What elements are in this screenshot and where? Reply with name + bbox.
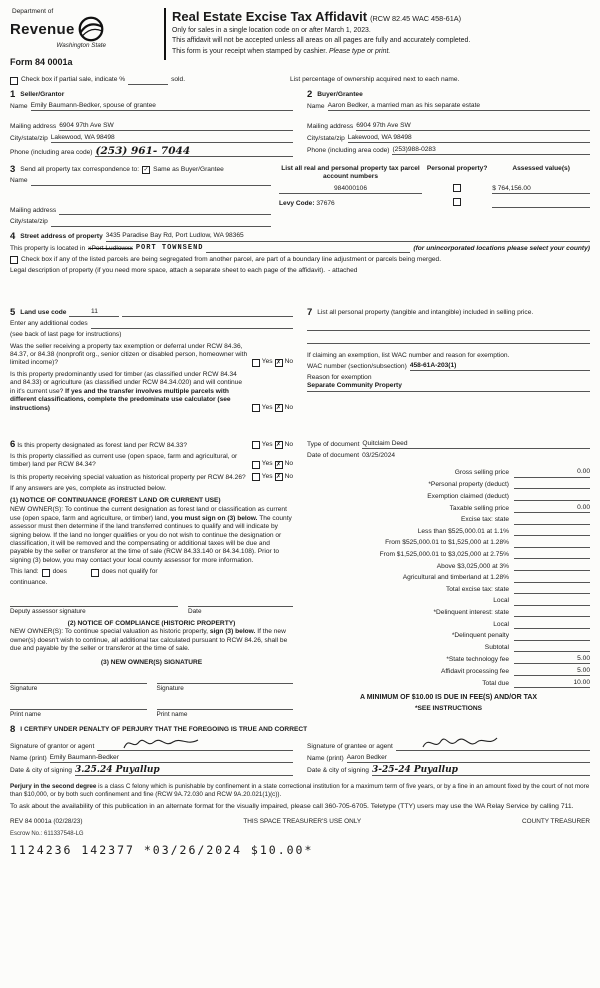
personal-property-checkbox-1[interactable] [453,184,461,192]
grantee-date-field[interactable]: 3-25-24 Puyallup [372,766,590,776]
exemption-claim-note: If claiming an exemption, list WAC number and reason for exemption. [307,351,510,359]
revenue-logo-icon [78,16,104,42]
type-of-document-label: Type of document [307,440,360,448]
section-6: 6 Is this property designated as forest land per RCW 84.33? Yes ✗ No Is this property classified as current use (open space, farm and agricultural, or timber) land per RCW 84.34? Yes ✗ No Is this property receiving special valuation as historical property per RCW 84.26? Yes ✗ No If any answers are yes, complete as instructed below. (1) NOTICE OF CONTINUANCE (FOREST LAND OR CURRENT USE) NEW OWNER(S): To continue the current designation as forest land or classification as current use (open space, farm and agriculture, or timber) land, you must sign on (3) below. The county assessor must then determine if the land transferred continues to qualify and will indicate by signing below. If the land no longer qualifies or you do not wish to continue the designation or classification, it will be removed and the compensating or additional taxes will be due and payable by the seller or transferor at the time of sale (RCW 84.33.140 or 84.34.108). Prior to signing (3) below, you may contact your local county assessor for more information. This land: does does not qualify for continuance. Deputy assessor signature Date (2) NOTICE OF COMPLIANCE (HISTORIC PROPERTY) NEW OWNER(S): To continue special valuation as historic property, sign (3) below. If the new owner(s) doesn't wish to continue, all additional tax calculated pursuant to RCW 84.26, shall be due and payable by the seller or transferor at the time of sale. (3) NEW OWNER(S) SIGNATURE Signature Signature Print name Print name [10,438,293,719]
land-use-code-label: Land use code [20,308,67,316]
tax-row-agricultural: Agricultural and timberland at 1.28% [307,574,590,583]
tier3-field[interactable] [514,550,590,559]
personal-property-line-2[interactable] [307,333,590,344]
tax-row-technology-fee: *State technology fee 5.00 [446,654,590,663]
exemption-no-label: No [284,358,293,366]
header-note-1: Only for sales in a single location code on or after March 1, 2023. [172,27,371,35]
seller-citystatezip-field[interactable]: Lakewood, WA 98498 [51,134,293,143]
tax-row-exemption-deduct: Exemption claimed (deduct) [307,492,590,501]
date-of-document-label: Date of document [307,451,360,459]
new-owner-signature-2-block [157,673,294,693]
this-land-label: This land: [10,568,39,576]
tax-row-personal-deduct: *Personal property (deduct) [307,480,590,489]
notice-compliance-body: NEW OWNER(S): To continue special valuation as historic property, sign (3) below. If the new owner(s) doesn't wish to continue, all additional tax calculated pursuant to RCW 84.26, shall be due and payable by the seller or transferor at the time of sale. [10,628,288,653]
grantee-signature-field[interactable] [396,737,590,751]
gross-selling-price-field[interactable]: 0.00 [514,468,590,477]
current-use-question: Is this property classified as current use (open space, farm and agricultural, or timber) land per RCW 84.34? [10,453,238,469]
form-title: Real Estate Excise Tax Affidavit [172,9,368,24]
forest-no-checkbox[interactable]: ✗ [276,441,282,448]
reason-for-exemption-field[interactable]: Separate Community Property [307,382,590,391]
grantee-printname-label: Name (print) [307,754,344,762]
parcel-number-field[interactable]: 984000106 [279,185,422,194]
grantee-signature-label: Signature of grantee or agent [307,742,393,750]
tax-row-processing-fee: Affidavit processing fee 5.00 [440,666,590,675]
buyer-name-label: Name [307,102,325,110]
deputy-date-block [188,596,293,616]
exemption-yes-label: Yes [261,358,273,366]
revenue-wordmark: Revenue [10,20,75,38]
grantor-signature-scribble [121,734,201,752]
section-8 [10,725,590,778]
tax-row-delinquent-penalty: *Delinquent penalty [307,632,590,641]
ownership-percentage-note: List percentage of ownership acquired next to each name. [290,76,460,84]
continuance-label: continuance. [10,579,48,587]
grantor-signature-field[interactable] [97,737,293,751]
agricultural-field[interactable] [514,574,590,583]
section-7-number: 7 [307,306,313,318]
tax-exemption-question: Was the seller receiving a property tax exemption or deferral under RCW 84.36, 84.37, or 84.38 (nonprofit org., senior citizen or disabled person, homeowner with limited income)? [10,342,248,367]
footer-row [10,818,590,826]
tax-row-tier1: Less than $525,000.01 at 1.1% [307,527,590,536]
form-title-rcw-ref: (RCW 82.45 WAC 458-61A) [370,14,462,23]
perjury-notice: Perjury in the second degree is a class C felony which is punishable by confinement in a state correctional institution for a maximum term of five years, or by a fine in an amount fixed by the court of not more than $10,000, or by both such confinement and fine (RCW 9A.72.030 and RCW 9A.20.021(1)(c)). [10,783,590,799]
same-as-buyer-label: Same as Buyer/Grantee [153,165,224,173]
seller-phone-label: Phone (including area code) [10,148,93,156]
certify-statement: I CERTIFY UNDER PENALTY OF PERJURY THAT THE FOREGOING IS TRUE AND CORRECT [20,726,308,734]
located-in-struck-value: xPort Ludlowxx [88,244,133,252]
tier1-field[interactable] [514,527,590,536]
seller-mailing-label: Mailing address [10,122,57,130]
partial-sale-checkbox[interactable] [10,77,18,85]
new-owner-signature-1-block [10,673,147,693]
new-owner-printname-1-label: Print name [10,711,41,719]
grantor-signature-label: Signature of grantor or agent [10,742,95,750]
section-7 [307,308,590,436]
new-owner-printname-2-block [157,699,294,719]
header-note-2: This affidavit will not be accepted unless all areas on all pages are fully and accurately completed. [172,37,471,45]
dept-of-text: Department of [12,8,54,15]
deputy-assessor-signature-field[interactable] [10,596,178,607]
alt-format-notice: To ask about the availability of this publication in an alternate format for the visually impaired, please call 360-705-6705. Teletype (TTY) users may use the WA Relay Service by calling 711. [10,803,574,811]
seller-citystatezip-label: City/state/zip [10,134,48,142]
form-number: Form 84 0001a [10,57,73,68]
reason-for-exemption-label: Reason for exemption [307,373,372,381]
form-header [10,8,590,69]
buyer-name-field[interactable]: Aaron Bedker, a married man as his separate estate [328,102,590,111]
forest-land-question: 6 Is this property designated as forest land per RCW 84.33? [10,438,187,450]
personal-property-deduct-field[interactable] [514,480,590,489]
located-in-field[interactable] [206,244,410,253]
correspondence-label: Send all property tax correspondence to: [20,165,140,173]
personal-property-checkbox-2[interactable] [453,198,461,206]
header-note-3: This form is your receipt when stamped by cashier. Please type or print. [172,47,391,55]
timber-question: Is this property predominantly used for timber (as classified under RCW 84.34 and 84.33) or agriculture (as classified under RCW 84.34.020) and will continue in it's current use? If yes and the transfer involves multiple parcels with different classifications, complete the predominate use calculator (see instructions) [10,370,243,412]
assessed-value-field[interactable]: $ 764,156.00 [492,185,590,194]
title-block [172,8,590,69]
rev-form-id: REV 84 0001a (02/28/23) [10,818,83,826]
local-tax-field[interactable] [514,597,590,606]
exemption-yes-checkbox[interactable] [252,359,260,367]
new-owner-signature-title: (3) NEW OWNER(S) SIGNATURE [100,658,203,666]
additional-codes-field[interactable] [91,320,293,329]
legal-description-space[interactable] [10,278,590,304]
parcel-numbers-header: List all real and personal property tax parcel account numbers [281,164,420,181]
does-not-qualify-checkbox[interactable] [91,569,99,577]
personal-property-list-label: List all personal property (tangible and intangible) included in selling price. [317,308,534,316]
correspondence-citystatezip-field[interactable] [51,218,271,227]
grantor-signing-block [10,737,293,778]
timber-no-label: No [284,403,293,411]
county-treasurer-label: COUNTY TREASURER [522,818,590,826]
grantee-date-label: Date & city of signing [307,767,369,775]
treasurer-space-label: THIS SPACE TREASURER'S USE ONLY [243,818,362,826]
exemption-claimed-field[interactable] [514,492,590,501]
tax-row-excise-state: Excise tax: state [307,516,590,525]
tax-row-tier2: From $525,000.01 to $1,525,000 at 1.28% [307,539,590,548]
new-owner-signature-1-field[interactable] [10,673,147,684]
street-address-field[interactable]: 3435 Paradise Bay Rd, Port Ludlow, WA 98365 [106,232,590,241]
partial-sale-label: Check box if partial sale, indicate % [21,76,126,84]
correspondence-mailing-field[interactable] [59,206,271,215]
tax-row-local: Local [307,597,590,606]
tax-row-taxable: Taxable selling price 0.00 [449,503,590,512]
section-8-number: 8 [10,724,16,736]
deputy-assessor-signature-label: Deputy assessor signature [10,607,86,615]
tax-row-total-excise-state: Total excise tax: state [307,585,590,594]
segregated-checkbox[interactable] [10,256,18,264]
grantor-printname-field[interactable]: Emily Baumann-Bedker [50,754,293,763]
buyer-citystatezip-label: City/state/zip [307,134,345,142]
agency-block [10,8,158,69]
current-use-no-checkbox[interactable]: ✗ [276,461,282,468]
grantor-date-field[interactable]: 3.25.24 Puyallup [75,766,293,776]
deputy-date-field[interactable] [188,596,293,607]
notice-continuance-title: (1) NOTICE OF CONTINUANCE (FOREST LAND OR CURRENT USE) [10,496,221,504]
section-2-buyer [307,90,590,158]
grantee-signature-scribble [419,734,499,752]
section-5 [10,308,293,436]
historic-no-checkbox[interactable]: ✗ [276,474,282,481]
tier2-field[interactable] [514,539,590,548]
historic-property-question: Is this property receiving special valuation as historical property per RCW 84.26? [10,473,246,481]
delinquent-interest-local-field[interactable] [514,620,590,629]
tax-row-total-due: Total due 10.00 [482,678,590,687]
section-3-number: 3 [10,163,16,175]
deputy-assessor-signature-block [10,596,178,616]
section-2-number: 2 [307,88,313,100]
wac-number-label: WAC number (section/subsection) [307,363,407,370]
tax-row-gross: Gross selling price 0.00 [454,468,590,477]
section-3 [10,165,590,230]
seller-mailing-field[interactable]: 6904 97th Ave SW [59,122,293,131]
seller-title: Seller/Grantor [20,90,65,98]
delinquent-interest-state-field[interactable] [514,608,590,617]
seller-name-label: Name [10,102,28,110]
segregated-text: Check box if any of the listed parcels are being segregated from another parcel, are part of a boundary line adjustment or parcels being merged. [21,255,442,263]
section-5-number: 5 [10,306,16,318]
legal-description-value[interactable]: - attached [328,266,358,274]
section-4-number: 4 [10,231,16,243]
historic-yes-checkbox[interactable] [252,473,260,481]
affidavit-processing-fee-field[interactable]: 5.00 [514,667,590,676]
assessed-value-header: Assessed value(s) [512,164,570,172]
header-divider [164,8,166,60]
total-due-field[interactable]: 10.00 [514,679,590,688]
buyer-mailing-label: Mailing address [307,122,354,130]
land-use-code-field[interactable]: 11 [69,308,119,317]
delinquent-penalty-field[interactable] [514,632,590,641]
minimum-due-note: A MINIMUM OF $10.00 IS DUE IN FEE(S) AND/OR TAX [359,694,538,702]
levy-code-label: Levy Code: [279,200,315,207]
tax-row-tier4: Above $3,025,000 at 3% [307,562,590,571]
personal-property-header: Personal property? [426,164,488,172]
timber-yes-checkbox[interactable] [252,404,260,412]
levy-code-value: 37676 [316,200,335,207]
same-as-buyer-checkbox[interactable]: ✓ [143,167,149,174]
additional-codes-label: Enter any additional codes [10,320,88,328]
grantor-date-label: Date & city of signing [10,767,72,775]
notice-compliance-title: (2) NOTICE OF COMPLIANCE (HISTORIC PROPERTY) [67,619,236,627]
section-1-seller [10,90,293,160]
escrow-number: Escrow No.: 611337548-LG [10,831,84,838]
seller-phone-field[interactable]: (253) 961- 7044 [95,146,293,158]
date-of-document-field[interactable]: 03/25/2024 [362,451,396,459]
state-technology-fee-field[interactable]: 5.00 [514,655,590,664]
partial-sale-sold-label: sold. [171,76,186,84]
wac-number-field[interactable]: 458-61A-203(1) [410,362,590,371]
excise-tax-state-field[interactable] [514,516,590,525]
personal-property-line-1[interactable] [307,320,590,331]
exemption-no-checkbox[interactable]: ✗ [276,359,282,366]
cashier-receipt-stamp: 1124236 142377 *03/26/2024 $10.00* [10,842,314,857]
correspondence-name-label: Name [10,177,28,185]
notice-continuance-body: NEW OWNER(S): To continue the current designation as forest land or classification as current use (open space, farm and agriculture, or timber) land, you must sign on (3) below. The county assessor must then determine if the land transferred continues to qualify and will indicate by signing below. If the land no longer qualifies or you do not wish to continue the designation or classification, it will be removed and the compensating or additional taxes will be due and payable by the seller or transferor at the time of sale (RCW 84.33.140 or 84.34.108). Prior to signing (3) below, you may contact your local county assessor for more information. [10,506,292,564]
see-instructions-note: *SEE INSTRUCTIONS [414,705,483,713]
does-qualify-checkbox[interactable] [42,569,50,577]
section-4 [10,232,590,303]
does-label: does [52,568,67,576]
forest-yes-checkbox[interactable] [252,441,260,449]
unincorporated-note: (for unincorporated locations please select your county) [413,244,590,252]
partial-sale-percent-field[interactable] [128,76,168,85]
assessed-value-field-2[interactable] [492,199,590,208]
grantor-printname-label: Name (print) [10,754,47,762]
tier4-field[interactable] [514,562,590,571]
new-owner-signature-2-label: Signature [156,685,184,692]
tax-row-delinquent-interest-local: Local [307,620,590,629]
new-owner-signature-1-label: Signature [10,685,38,692]
see-back-note: (see back of last page for instructions) [10,331,122,339]
buyer-phone-field[interactable]: (253)988-0283 [392,146,590,155]
deputy-date-label: Date [188,607,202,615]
buyer-title: Buyer/Grantee [317,90,363,98]
located-in-label: This property is located in [10,244,86,252]
new-owner-printname-2-field[interactable] [157,699,294,710]
located-in-value[interactable]: PORT TOWNSEND [135,244,204,253]
buyer-mailing-field[interactable]: 6904 97th Ave SW [356,122,590,131]
type-of-document-field[interactable]: Quitclaim Deed [362,440,590,449]
land-use-extra-line[interactable] [122,308,293,317]
correspondence-mailing-label: Mailing address [10,206,57,214]
correspondence-citystatezip-label: City/state/zip [10,218,48,226]
levy-code-row [279,200,422,208]
grantee-signing-block [307,737,590,778]
legal-description-label: Legal description of property (if you need more space, attach a separate sheet to each page of the affidavit). [10,266,326,274]
new-owner-printname-2-label: Print name [156,711,188,719]
if-yes-instruction: If any answers are yes, complete as instructed below. [10,485,167,493]
current-use-yes-checkbox[interactable] [252,461,260,469]
subtotal-field[interactable] [514,643,590,652]
tax-computation [307,440,590,714]
tax-row-delinquent-interest-state: *Delinquent interest: state [307,608,590,617]
new-owner-signature-2-field[interactable] [157,673,294,684]
new-owner-printname-1-field[interactable] [10,699,147,710]
grantee-printname-field[interactable]: Aaron Bedker [347,754,590,763]
tax-row-tier3: From $1,525,000.01 to $3,025,000 at 2.75% [307,550,590,559]
taxable-selling-price-field[interactable]: 0.00 [514,504,590,513]
street-address-label: Street address of property [20,233,103,241]
buyer-citystatezip-field[interactable]: Lakewood, WA 98498 [348,134,590,143]
seller-name-field[interactable]: Emily Baumann-Bedker, spouse of grantee [31,102,293,111]
timber-yes-label: Yes [261,403,273,411]
partial-sale-row [10,76,590,85]
does-not-label: does not qualify for [101,568,158,576]
tax-row-subtotal: Subtotal [307,643,590,652]
correspondence-name-field[interactable] [31,177,271,186]
buyer-phone-label: Phone (including area code) [307,146,390,154]
total-excise-state-field[interactable] [514,585,590,594]
section-1-number: 1 [10,88,16,100]
washington-state-text: Washington State [56,42,106,50]
new-owner-printname-1-block [10,699,147,719]
timber-no-checkbox[interactable]: ✗ [276,404,282,411]
